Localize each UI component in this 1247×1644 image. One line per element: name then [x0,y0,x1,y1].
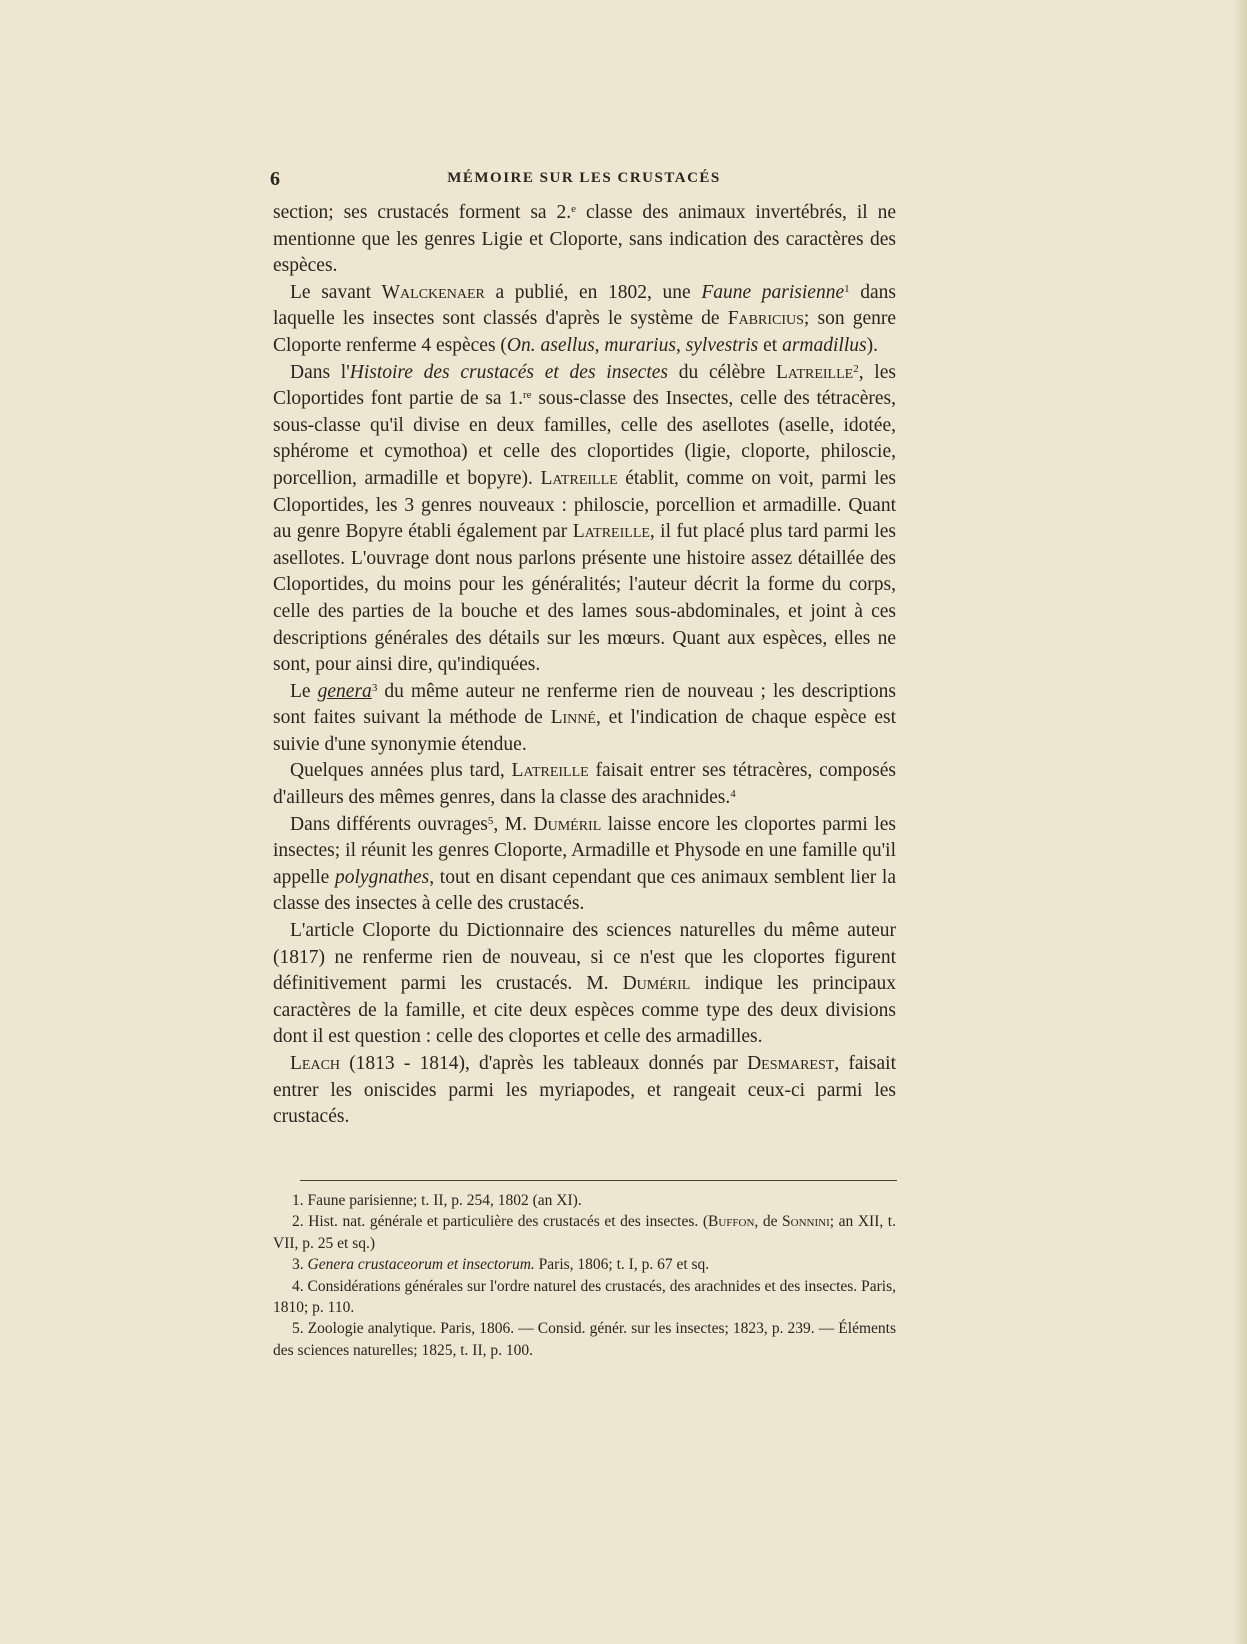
text-run: 4. Considérations générales sur l'ordre naturel des crustacés, des arachnides et des insectes. Paris, 1810; p. 110. [273,1277,896,1317]
footnote [273,1211,896,1254]
footnote-ref: e [571,203,577,215]
text-run: faisait entrer ses tétracères, composés d'ailleurs des mêmes genres, dans la classe des arachnides. [273,760,896,809]
text-run: ; an XII, t. VII, p. 25 et sq.) [273,1213,896,1252]
text-run: Faune parisienne [701,281,845,303]
text-run: a publié, en 1802, une [484,281,702,303]
footnote [273,1318,896,1361]
paragraph [273,200,896,280]
text-run: 1. Faune parisienne; t. II, p. 254, 1802 (an XI). [292,1192,582,1209]
footnotes [273,1190,896,1361]
footnote-ref: 3 [371,681,378,694]
text-run: , il fut placé plus tard parmi les asellotes. L'ouvrage dont nous parlons présente une histoire assez détaillée des Cloportides, du moins pour les généralités; l'auteur décrit la forme du corps, celle des parties de la bouche et des lames sous-abdominales, et joint à ces descriptions générales des détails sur les mœurs. Quant aux espèces, elles ne sont, pour ainsi dire, qu'indiquées. [273,521,896,676]
running-head [270,168,898,192]
text-run: , [675,334,686,356]
paragraph [273,918,896,1051]
text-run: , les Cloportides font partie de sa 1. [273,361,896,410]
text-run: , [594,334,605,356]
text-run: du célèbre [668,361,776,383]
text-run: ). [866,334,878,356]
paragraph [273,360,896,679]
text-run: armadillus [782,334,867,356]
text-run: Fabricius [727,308,804,330]
text-run: Latreille [511,760,589,782]
text-run: Genera crustaceorum et insectorum. [307,1256,535,1274]
footnote [273,1190,896,1211]
text-run: Dans différents ouvrages [290,813,488,835]
text-run: , et l'indication de chaque espèce est suivie d'une synonymie étendue. [273,707,896,755]
text-run: Desmarest [747,1053,835,1074]
text-run: L'article Cloporte du Dictionnaire des sciences naturelles du même auteur (1817) ne renferme rien de nouveau, si ce n'est que les cloportes figurent définitivement parmi les crustacés. M. [273,920,896,995]
text-run: genera [317,680,372,702]
text-run: Histoire des crustacés et des insectes [349,361,668,383]
footnote-divider [300,1180,897,1181]
text-run: Duméril [622,973,691,995]
text-run: et [758,334,783,356]
text-run: dans laquelle les insectes sont classés d'après le système de [273,281,896,330]
footnote-ref: 5 [487,814,494,827]
text-run: polygnathes [335,866,430,888]
footnote-ref: 2 [853,362,859,375]
text-run: Sonnini [782,1213,830,1231]
main-text [273,200,896,1131]
paragraph [273,758,896,811]
text-run: Leach [290,1053,341,1074]
text-run: indique les principaux caractères de la famille, et cite deux espèces comme type des deux divisions dont il est question : celle des cloportes et celle des armadilles. [273,973,896,1048]
paragraph [273,280,896,360]
text-run: , tout en disant cependant que ces animaux semblent lier la classe des insectes à celle des crustacés. [273,866,896,915]
footnote-ref: 4 [730,788,736,801]
text-run: Quelques années plus tard, [290,760,512,782]
footnote-ref: re [523,389,532,402]
text-run: Paris, 1806; t. I, p. 67 et sq. [534,1256,710,1274]
text-run: ; son genre Cloporte renferme 4 espèces ( [273,308,897,356]
text-run: , faisait entrer les oniscides parmi les myriapodes, et rangeait ceux-ci parmi les crustacés. [273,1053,896,1128]
text-run: Walckenaer [381,281,485,303]
text-run: établit, comme on voit, parmi les Cloportides, les 3 genres nouveaux : philoscie, porcellion et armadille. Quant au genre Bopyre établi également par [273,467,896,543]
text-run: sylvestris [685,334,759,356]
text-run: 2. Hist. nat. générale et particulière des crustacés et des insectes. ( [292,1213,708,1231]
text-run: Latreille [775,361,854,383]
footnote [273,1254,896,1275]
page-edge-shadow [1233,0,1247,1644]
paragraph [273,679,896,759]
text-run: Duméril [533,813,602,835]
text-run: Linné [550,707,596,729]
text-run: Buffon [708,1213,755,1231]
footnote [273,1276,896,1319]
text-run: , de [754,1213,783,1231]
paragraph [273,1051,896,1131]
text-run: murarius [604,334,676,356]
text-run: (1813 - 1814), d'après les tableaux donnés par [340,1053,748,1074]
text-run: laisse encore les cloportes parmi les insectes; il réunit les genres Cloporte, Armadille et Physode en une famille qu'il appelle [273,813,896,888]
text-run: Le savant [290,281,382,303]
text-run: Latreille [540,467,618,489]
text-run: Latreille [572,521,650,543]
text-run: 3. [292,1256,308,1274]
text-run: sous-classe des Insectes, celle des tétracères, sous-classe qu'il divise en deux familles, celle des asellotes (aselle, idotée, sphérome et cymothoa) et celle des cloportides (ligie, cloporte, philoscie, porcellion, armadille et bopyre). [273,388,897,489]
text-run: classe des animaux invertébrés, il ne mentionne que les genres Ligie et Cloporte, sans indication des caractères des espèces. [273,202,896,277]
page-number: 6 [270,168,280,190]
text-run: section; ses crustacés forment sa 2. [273,202,572,223]
paragraph [273,812,896,918]
text-run: du même auteur ne renferme rien de nouveau ; les descriptions sont faites suivant la méthode de [273,680,896,729]
text-run: Le [290,680,318,702]
text-run: , M. [493,813,534,835]
footnote-ref: 1 [844,282,850,295]
running-title: MÉMOIRE SUR LES CRUSTACÉS [447,170,721,186]
text-run: On. asellus [506,334,595,356]
text-run: 5. Zoologie analytique. Paris, 1806. — Consid. génér. sur les insectes; 1823, p. 239. — Éléments des sciences naturelles; 1825, t. II, p. 100. [273,1320,896,1359]
text-run: Dans l' [290,361,350,383]
